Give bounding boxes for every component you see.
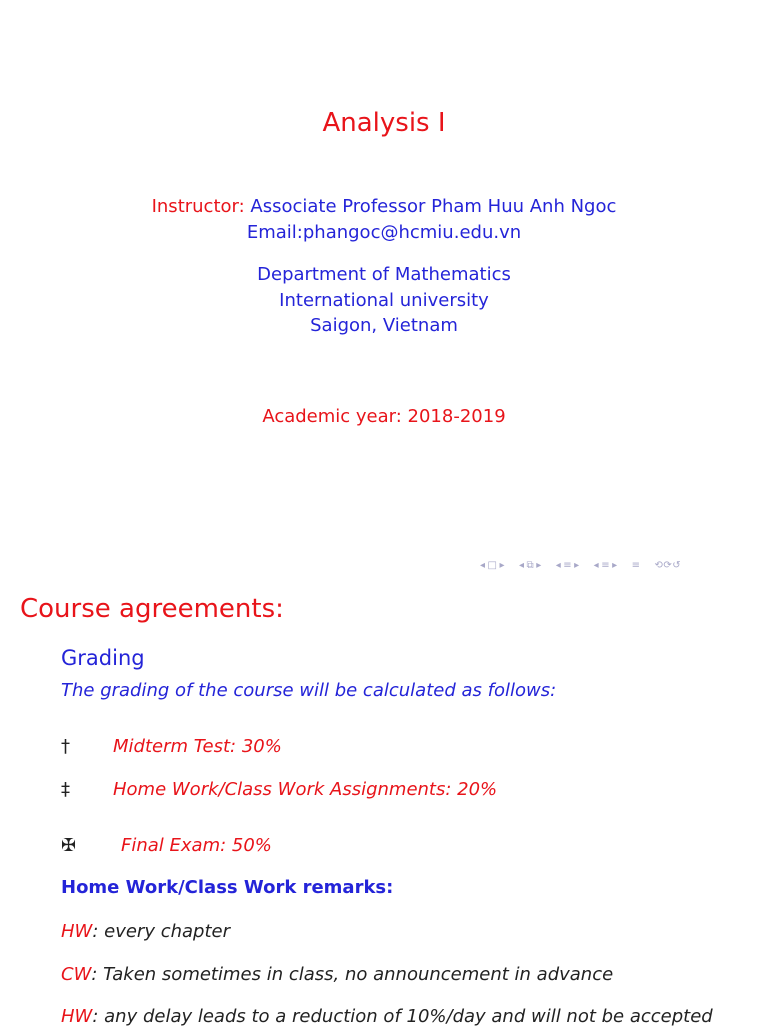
part-icon[interactable]: ≡: [601, 560, 611, 571]
section-prev-icon[interactable]: ◂: [555, 560, 562, 571]
remark-label: HW: [61, 1006, 93, 1027]
course-agreements-slide: [0, 580, 768, 1027]
dagger-icon: †: [61, 736, 70, 757]
grading-item-text: Final Exam: 50%: [121, 835, 272, 856]
section-next-icon[interactable]: ▸: [574, 560, 580, 571]
department: Department of Mathematics: [257, 264, 511, 285]
remark-label: CW: [61, 964, 92, 985]
grading-item-text: Home Work/Class Work Assignments: 20%: [113, 779, 498, 800]
remark-text: : Taken sometimes in class, no announcement in advance: [91, 964, 614, 985]
part-next-icon[interactable]: ▸: [612, 560, 618, 571]
remark-line: [61, 964, 613, 985]
grading-item: [61, 779, 497, 800]
instructor-name: Associate Professor Pham Huu Anh Ngoc: [244, 196, 617, 217]
instructor-label: Instructor:: [151, 196, 245, 217]
location: Saigon, Vietnam: [310, 315, 458, 336]
remark-text: : every chapter: [92, 921, 230, 942]
remarks-title: Home Work/Class Work remarks:: [61, 877, 394, 898]
instructor-email: Email:phangoc@hcmiu.edu.vn: [246, 222, 522, 243]
document-icon[interactable]: ≡: [631, 560, 641, 571]
subsection-prev-icon[interactable]: ◂: [519, 560, 525, 571]
frame-title: Course agreements:: [20, 594, 284, 624]
frame-prev-icon[interactable]: ◂: [480, 560, 486, 571]
beamer-navigation-bar: [480, 560, 683, 571]
subsection-icon[interactable]: ⧉: [526, 560, 535, 571]
remark-text: : any delay leads to a reduction of 10%/day and will not be accepted: [92, 1006, 713, 1027]
block-title: Grading: [61, 646, 145, 670]
maltese-cross-icon: ✠: [61, 835, 77, 856]
section-icon[interactable]: ≡: [563, 560, 573, 571]
double-dagger-icon: ‡: [61, 779, 70, 800]
presentation-title: Analysis I: [322, 108, 446, 138]
subsection-next-icon[interactable]: ▸: [536, 560, 542, 571]
grading-item: [61, 835, 272, 856]
instructor-line: [0, 196, 768, 217]
grading-item: [61, 736, 282, 757]
frame-next-icon[interactable]: ▸: [499, 560, 506, 571]
frame-icon[interactable]: □: [487, 560, 498, 571]
university: International university: [279, 290, 489, 311]
academic-year: Academic year: 2018-2019: [262, 406, 506, 427]
remark-line: [61, 921, 230, 942]
remark-label: HW: [61, 921, 93, 942]
grading-intro: The grading of the course will be calculated as follows:: [61, 680, 557, 701]
grading-item-text: Midterm Test: 30%: [113, 736, 282, 757]
part-prev-icon[interactable]: ◂: [593, 560, 600, 571]
search-back-forward-icon[interactable]: ⟲⟳↺: [654, 560, 682, 571]
